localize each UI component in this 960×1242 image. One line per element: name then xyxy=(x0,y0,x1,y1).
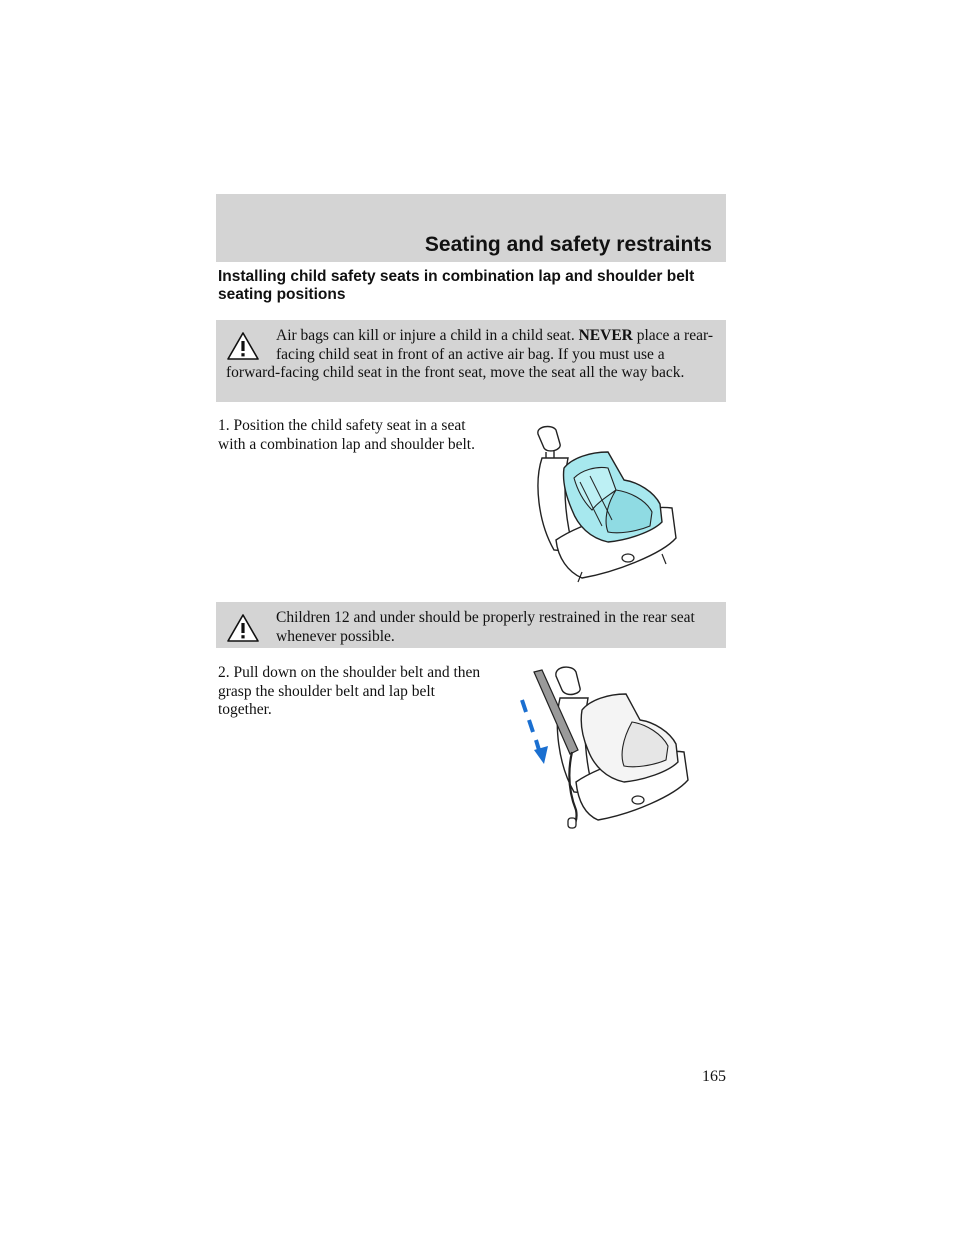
child-seat-illustration xyxy=(512,422,692,584)
shoulder-belt-illustration xyxy=(512,660,692,830)
warning-text: Children 12 and under should be properly restrained in the rear seat whenever possible. xyxy=(276,609,695,645)
warning-box-rear-seat xyxy=(216,602,726,648)
warning-triangle-icon xyxy=(226,613,260,643)
warning-triangle-icon xyxy=(226,331,260,361)
warning-emphasis: NEVER xyxy=(578,327,633,344)
page-number: 165 xyxy=(702,1068,726,1085)
page-header-title: Seating and safety restraints xyxy=(424,233,712,256)
warning-box-airbag xyxy=(216,320,726,402)
warning-text: Air bags can kill or injure a child in a child seat. NEVER place a rear-facing child seat in front of an active air bag. If you must use a forward-facing child seat in the front seat, move the seat all the way back. xyxy=(226,327,713,381)
section-heading: Installing child safety seats in combination lap and shoulder belt seating positions xyxy=(218,268,695,303)
header-bar xyxy=(216,194,726,262)
step-2-text: 2. Pull down on the shoulder belt and then grasp the shoulder belt and lap belt together. xyxy=(218,664,481,718)
step-1-text: 1. Position the child safety seat in a seat with a combination lap and shoulder belt. xyxy=(218,417,475,453)
